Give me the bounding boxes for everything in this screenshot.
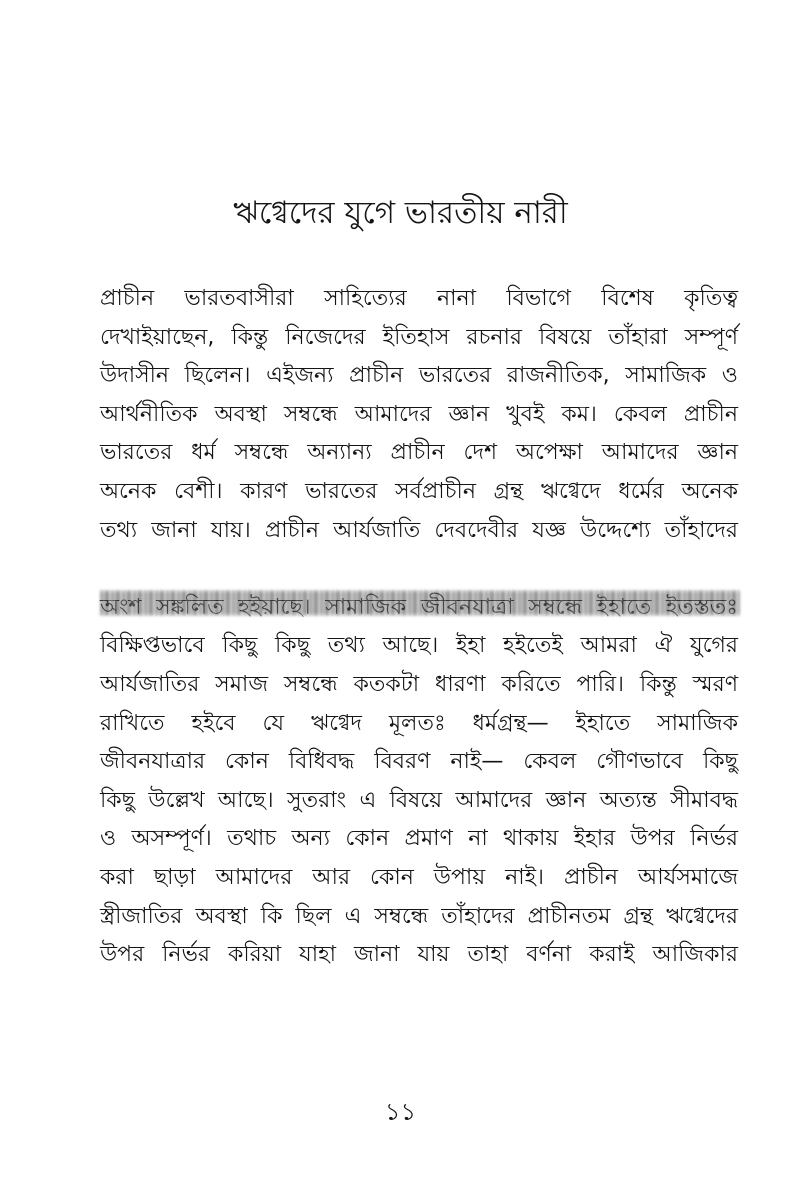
text-line: কিছু উল্লেখ আছে। সুতরাং এ বিষয়ে আমাদের জ্ঞান অত্যন্ত সীমাবদ্ধ (100, 787, 738, 813)
text-line: বিক্ষিপ্তভাবে কিছু কিছু তথ্য আছে। ইহা হইতেই আমরা ঐ যুগের (100, 633, 738, 659)
text-line: অনেক বেশী। কারণ ভারতের সর্বপ্রাচীন গ্রন্থ ঋগ্বেদে ধর্মের অনেক (100, 478, 738, 504)
text-line: তথ্য জানা যায়। প্রাচীন আর্যজাতি দেবদেবীর যজ্ঞ উদ্দেশ্যে তাঁহাদের (100, 517, 738, 543)
body-text (100, 280, 738, 975)
text-line: করা ছাড়া আমাদের আর কোন উপায় নাই। প্রাচীন আর্যসমাজে (100, 864, 738, 890)
text-line: উদাসীন ছিলেন। এইজন্য প্রাচীন ভারতের রাজনীতিক, সামাজিক ও (100, 363, 738, 389)
text-line: দেখাইয়াছেন, কিন্তু নিজেদের ইতিহাস রচনার বিষয়ে তাঁহারা সম্পূর্ণ (100, 324, 738, 350)
text-line: প্রাচীন ভারতবাসীরা সাহিত্যের নানা বিভাগে বিশেষ কৃতিত্ব (100, 286, 738, 311)
text-line: আর্থনীতিক অবস্থা সম্বন্ধে আমাদের জ্ঞান খুবই কম। কেবল প্রাচীন (100, 401, 738, 427)
text-line: ও অসম্পূর্ণ। তথাচ অন্য কোন প্রমাণ না থাকায় ইহার উপর নির্ভর (100, 826, 738, 852)
text-line: উপর নির্ভর করিয়া যাহা জানা যায় তাহা বর্ণনা করাই আজিকার (100, 942, 738, 968)
scan-artifact-fade (90, 582, 750, 624)
chapter-title: ঋগ্বেদের যুগে ভারতীয় নারী (233, 195, 568, 231)
text-line: জীবনযাত্রার কোন বিধিবদ্ধ বিবরণ নাই— কেবল গৌণভাবে কিছু (100, 749, 738, 775)
text-line: ভারতের ধর্ম সম্বন্ধে অন্যান্য প্রাচীন দেশ অপেক্ষা আমাদের জ্ঞান (100, 440, 738, 466)
text-line: রাখিতে হইবে যে ঋগ্বেদ মূলতঃ ধর্মগ্রন্থ— ইহাতে সামাজিক (100, 710, 738, 736)
text-line: আর্যজাতির সমাজ সম্বন্ধে কতকটা ধারণা করিতে পারি। কিন্তু স্মরণ (100, 671, 738, 697)
text-line: স্ত্রীজাতির অবস্থা কি ছিল এ সম্বন্ধে তাঁহাদের প্রাচীনতম গ্রন্থ ঋগ্বেদের (100, 903, 738, 929)
page-number: ১১ (384, 1098, 417, 1126)
